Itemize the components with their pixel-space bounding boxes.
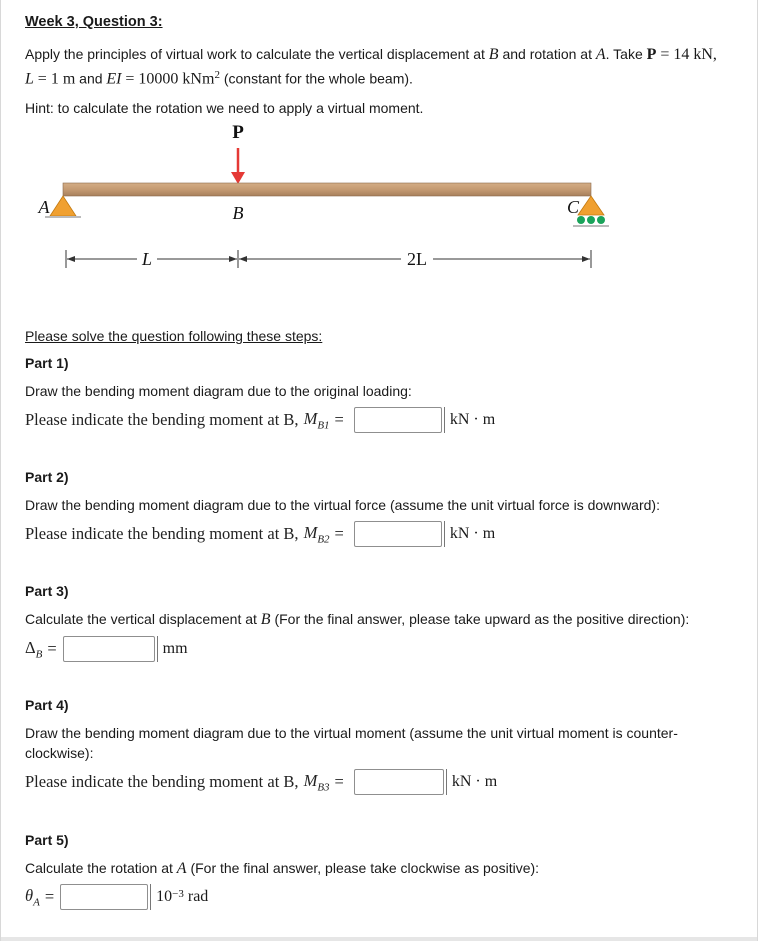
part5-answer-row bbox=[25, 884, 208, 910]
part4-var: $M_{B3}$ bbox=[303, 770, 330, 794]
part3-var: $\Delta_B$ bbox=[25, 637, 43, 661]
part1-equals: = bbox=[334, 410, 344, 429]
beam bbox=[63, 183, 591, 196]
intro-var-a: A bbox=[595, 46, 606, 63]
intro-var-l: L bbox=[25, 70, 34, 88]
question-title: Week 3, Question 3: bbox=[25, 14, 163, 30]
beam-diagram-svg bbox=[25, 120, 725, 295]
intro-var-b: B bbox=[488, 46, 499, 63]
part2-description: Draw the bending moment diagram due to the virtual force (assume the unit virtual force is downward): bbox=[25, 497, 660, 513]
part2-moment-input[interactable] bbox=[354, 521, 442, 547]
part4-description: Draw the bending moment diagram due to the virtual moment (assume the unit virtual moment is counter-clockwise): bbox=[25, 725, 678, 761]
part1-unit: kN · m bbox=[444, 407, 495, 433]
intro-text-4: (constant for the whole beam). bbox=[223, 70, 413, 87]
intro-var-ei: EI bbox=[106, 70, 122, 88]
load-label: P bbox=[232, 121, 244, 143]
part5-equals: = bbox=[44, 887, 55, 906]
part1-var: $M_{B1}$ bbox=[303, 408, 330, 432]
part3-answer-row bbox=[25, 636, 188, 662]
part3-description-var-b: B bbox=[260, 611, 271, 628]
part5-unit: 10 $^{-3}$ rad bbox=[150, 884, 208, 910]
intro-l-value: = 1 m bbox=[37, 70, 76, 88]
intro-p-value: = 14 kN, bbox=[660, 46, 717, 63]
point-b-label: B bbox=[232, 202, 244, 223]
intro-var-p: P bbox=[646, 46, 657, 63]
intro-ei-value: = 10000 kNm bbox=[125, 70, 215, 88]
point-c-label: C bbox=[566, 196, 580, 217]
part2-prompt: Please indicate the bending moment at B, bbox=[25, 524, 299, 543]
dim-right-label: 2L bbox=[407, 248, 427, 269]
part1-description: Draw the bending moment diagram due to the original loading: bbox=[25, 383, 412, 399]
part1-answer-row bbox=[25, 407, 495, 433]
part4-answer-row bbox=[25, 769, 497, 795]
point-a-label: A bbox=[38, 196, 50, 217]
part3-description bbox=[25, 609, 689, 630]
part5-description-text-1: Calculate the rotation at bbox=[25, 860, 173, 876]
part5-description bbox=[25, 858, 539, 879]
bottom-divider bbox=[1, 937, 757, 941]
intro-ei-exponent: 2 bbox=[214, 69, 220, 81]
part3-displacement-input[interactable] bbox=[63, 636, 155, 662]
part3-heading: Part 3) bbox=[25, 583, 69, 599]
intro-text-2: and rotation at bbox=[502, 46, 592, 62]
intro-and: and bbox=[79, 70, 103, 87]
part4-equals: = bbox=[334, 772, 344, 791]
part2-heading: Part 2) bbox=[25, 469, 69, 485]
part5-var: $\theta_A$ bbox=[25, 885, 40, 909]
part5-description-var-a: A bbox=[176, 860, 187, 877]
part4-unit: kN · m bbox=[446, 769, 497, 795]
part1-prompt: Please indicate the bending moment at B, bbox=[25, 410, 299, 429]
part2-unit: kN · m bbox=[444, 521, 495, 547]
load-arrow-icon bbox=[231, 148, 245, 184]
part5-rotation-input[interactable] bbox=[60, 884, 148, 910]
part4-heading: Part 4) bbox=[25, 697, 69, 713]
question-intro bbox=[25, 44, 733, 90]
part4-prompt: Please indicate the bending moment at B, bbox=[25, 772, 299, 791]
hint-text: Hint: to calculate the rotation we need to apply a virtual moment. bbox=[25, 99, 424, 116]
part3-unit: mm bbox=[157, 636, 188, 662]
part1-heading: Part 1) bbox=[25, 355, 69, 371]
part2-equals: = bbox=[334, 524, 344, 543]
part3-description-text-2: (For the final answer, please take upward as the positive direction): bbox=[274, 611, 690, 627]
part1-moment-input[interactable] bbox=[354, 407, 442, 433]
intro-text-1: Apply the principles of virtual work to calculate the vertical displacement at bbox=[25, 46, 485, 62]
part5-description-text-2: (For the final answer, please take clockwise as positive): bbox=[190, 860, 540, 876]
beam-diagram bbox=[25, 120, 725, 295]
intro-text-3: . Take bbox=[605, 46, 643, 62]
steps-heading: Please solve the question following these steps: bbox=[25, 328, 323, 344]
part4-moment-input[interactable] bbox=[354, 769, 444, 795]
part3-description-text-1: Calculate the vertical displacement at bbox=[25, 611, 257, 627]
part3-equals: = bbox=[47, 639, 57, 658]
part2-answer-row bbox=[25, 521, 495, 547]
dim-left-label: L bbox=[141, 248, 153, 269]
part2-var: $M_{B2}$ bbox=[303, 522, 330, 546]
part5-heading: Part 5) bbox=[25, 832, 69, 848]
pin-support-icon bbox=[45, 196, 81, 217]
